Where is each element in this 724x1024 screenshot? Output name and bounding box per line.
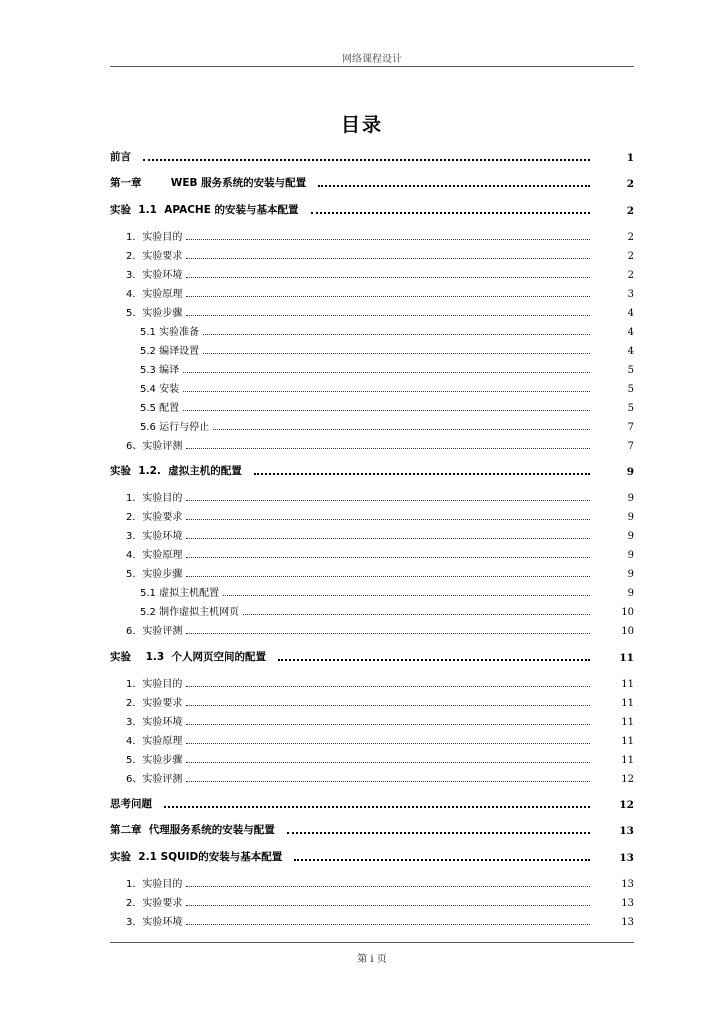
toc-entry[interactable] [110, 893, 634, 909]
toc-entry[interactable] [110, 674, 634, 690]
toc-heading-entry[interactable] [110, 201, 634, 217]
toc-entry-label: 1．实验目的 [126, 232, 183, 243]
toc-heading-entry[interactable] [110, 648, 634, 664]
toc-heading-entry[interactable] [110, 821, 634, 837]
toc-entry-page: 9 [627, 512, 634, 523]
dot-leader [186, 315, 590, 316]
page-footer: 第 i 页 [357, 954, 387, 965]
dot-leader [213, 429, 590, 430]
toc-heading-entry[interactable] [110, 848, 634, 864]
dot-leader [186, 576, 590, 577]
toc-entry[interactable] [110, 436, 634, 452]
footer-divider [110, 942, 634, 943]
toc-entry[interactable] [110, 564, 634, 580]
toc-entry-page: 2 [627, 251, 634, 262]
dot-leader [223, 595, 590, 596]
dot-leader [186, 296, 590, 297]
toc-entry-page: 12 [619, 799, 634, 811]
dot-leader [186, 924, 590, 925]
dot-leader [186, 277, 590, 278]
dot-leader [186, 686, 590, 687]
toc-entry-page: 5 [627, 365, 634, 376]
toc-entry-label: 1．实验目的 [126, 679, 183, 690]
dot-leader [294, 859, 590, 861]
toc-entry-page: 9 [627, 493, 634, 504]
toc-entry-label: 实验 1.2. 虚拟主机的配置 [110, 465, 242, 477]
dot-leader [203, 334, 590, 335]
toc-entry-page: 7 [627, 441, 634, 452]
toc-entry-label: 第二章 代理服务系统的安装与配置 [110, 824, 275, 836]
toc-entry-page: 11 [621, 698, 634, 709]
toc-entry[interactable] [110, 398, 634, 414]
page-header: 网络课程设计 [342, 54, 402, 65]
toc-entry-page: 4 [627, 346, 634, 357]
dot-leader [183, 372, 590, 373]
toc-entry[interactable] [110, 227, 634, 243]
toc-entry[interactable] [110, 265, 634, 281]
dot-leader [254, 473, 590, 475]
toc-entry[interactable] [110, 360, 634, 376]
toc-entry-page: 9 [627, 550, 634, 561]
dot-leader [186, 724, 590, 725]
toc-entry[interactable] [110, 507, 634, 523]
toc-entry-page: 1 [626, 152, 634, 164]
dot-leader [183, 391, 590, 392]
toc-entry-page: 13 [619, 825, 634, 837]
toc-entry-label: 5.2 编译设置 [140, 346, 200, 357]
toc-entry-page: 9 [627, 531, 634, 542]
toc-entry-label: 5.1 虚拟主机配置 [140, 588, 220, 599]
toc-entry-label: 6．实验评测 [126, 626, 183, 637]
toc-title: 目录 [340, 114, 383, 136]
toc-entry-label: 5.5 配置 [140, 403, 180, 414]
dot-leader [186, 886, 590, 887]
toc-entry-label: 5.2 制作虚拟主机网页 [140, 607, 240, 618]
toc-entry-page: 3 [627, 289, 634, 300]
toc-entry-page: 2 [626, 205, 634, 217]
toc-entry-label: 实验 2.1 SQUID的安装与基本配置 [110, 851, 283, 863]
toc-entry-page: 2 [626, 178, 634, 190]
dot-leader [278, 659, 590, 661]
toc-entry-page: 11 [621, 717, 634, 728]
toc-entry-label: 5.1 实验准备 [140, 327, 200, 338]
toc-entry-page: 11 [619, 652, 634, 664]
dot-leader [186, 781, 590, 782]
dot-leader [186, 557, 590, 558]
toc-entry-label: 5．实验步骤 [126, 308, 183, 319]
toc-entry[interactable] [110, 284, 634, 300]
toc-entry-label: 3．实验环境 [126, 917, 183, 928]
toc-entry[interactable] [110, 526, 634, 542]
toc-heading-entry[interactable] [110, 148, 634, 164]
toc-entry-page: 11 [621, 679, 634, 690]
toc-entry-label: 4．实验原理 [126, 550, 183, 561]
toc-entry-page: 9 [627, 588, 634, 599]
toc-entry[interactable] [110, 417, 634, 433]
toc-entry-page: 13 [619, 852, 634, 864]
dot-leader [186, 633, 590, 634]
dot-leader [311, 212, 590, 214]
toc-entry-page: 2 [627, 270, 634, 281]
toc-entry-label: 2．实验要求 [126, 898, 183, 909]
toc-entry[interactable] [110, 712, 634, 728]
toc-entry-label: 第一章 WEB 服务系统的安装与配置 [110, 177, 307, 189]
dot-leader [287, 832, 590, 834]
toc-entry-label: 3．实验环境 [126, 717, 183, 728]
toc-entry-label: 思考问题 [110, 798, 152, 810]
toc-entry[interactable] [110, 545, 634, 561]
toc-entry[interactable] [110, 769, 634, 785]
toc-entry[interactable] [110, 621, 634, 637]
toc-entry-label: 5．实验步骤 [126, 755, 183, 766]
toc-entry-label: 1．实验目的 [126, 493, 183, 504]
toc-entry-label: 2．实验要求 [126, 698, 183, 709]
toc-entry[interactable] [110, 322, 634, 338]
dot-leader [186, 905, 590, 906]
toc-entry[interactable] [110, 693, 634, 709]
dot-leader [203, 353, 590, 354]
toc-entry-label: 4．实验原理 [126, 736, 183, 747]
dot-leader [186, 239, 590, 240]
dot-leader [186, 743, 590, 744]
toc-entry-page: 2 [627, 232, 634, 243]
toc-entry-label: 实验 1.3 个人网页空间的配置 [110, 651, 267, 663]
toc-entry-label: 5.4 安装 [140, 384, 180, 395]
toc-entry-page: 13 [621, 917, 634, 928]
toc-entry-page: 9 [627, 569, 634, 580]
toc-entry-page: 7 [627, 422, 634, 433]
toc-heading-entry[interactable] [110, 174, 634, 190]
toc-entry-page: 5 [627, 384, 634, 395]
toc-entry[interactable] [110, 912, 634, 928]
toc-entry-label: 3．实验环境 [126, 531, 183, 542]
toc-entry-label: 实验 1.1 APACHE 的安装与基本配置 [110, 204, 299, 216]
toc-entry-page: 10 [621, 607, 634, 618]
dot-leader [186, 538, 590, 539]
toc-entry-label: 5.6 运行与停止 [140, 422, 210, 433]
toc-entry-page: 11 [621, 736, 634, 747]
toc-entry-page: 4 [627, 327, 634, 338]
toc-entry-label: 5.3 编译 [140, 365, 180, 376]
toc-entry-label: 3．实验环境 [126, 270, 183, 281]
toc-entry-page: 9 [626, 466, 634, 478]
toc-entry-page: 12 [621, 774, 634, 785]
toc-entry-label: 6、实验评测 [126, 774, 183, 785]
header-divider [110, 66, 634, 67]
toc-entry-label: 5．实验步骤 [126, 569, 183, 580]
toc-entry[interactable] [110, 303, 634, 319]
toc-entry[interactable] [110, 583, 634, 599]
dot-leader [318, 185, 590, 187]
toc-entry[interactable] [110, 731, 634, 747]
dot-leader [186, 705, 590, 706]
dot-leader [164, 806, 590, 808]
toc-heading-entry[interactable] [110, 795, 634, 811]
toc-entry-page: 11 [621, 755, 634, 766]
toc-entry-page: 13 [621, 898, 634, 909]
toc-heading-entry[interactable] [110, 462, 634, 478]
toc-entry[interactable] [110, 246, 634, 262]
dot-leader [243, 614, 590, 615]
toc-entry[interactable] [110, 341, 634, 357]
dot-leader [183, 410, 590, 411]
toc-entry-page: 10 [621, 626, 634, 637]
dot-leader [186, 762, 590, 763]
toc-entry[interactable] [110, 488, 634, 504]
dot-leader [186, 519, 590, 520]
dot-leader [186, 448, 590, 449]
toc-entry[interactable] [110, 379, 634, 395]
dot-leader [186, 500, 590, 501]
toc-entry-page: 4 [627, 308, 634, 319]
toc-entry-label: 6、实验评测 [126, 441, 183, 452]
toc-entry-page: 13 [621, 879, 634, 890]
toc-entry-page: 5 [627, 403, 634, 414]
toc-entry-label: 4．实验原理 [126, 289, 183, 300]
toc-entry-label: 2．实验要求 [126, 512, 183, 523]
toc-entry-label: 前言 [110, 151, 131, 163]
toc-entry[interactable] [110, 602, 634, 618]
dot-leader [186, 258, 590, 259]
dot-leader [143, 159, 590, 161]
toc-entry[interactable] [110, 750, 634, 766]
toc-entry-label: 2．实验要求 [126, 251, 183, 262]
toc-entry[interactable] [110, 874, 634, 890]
toc-entry-label: 1．实验目的 [126, 879, 183, 890]
